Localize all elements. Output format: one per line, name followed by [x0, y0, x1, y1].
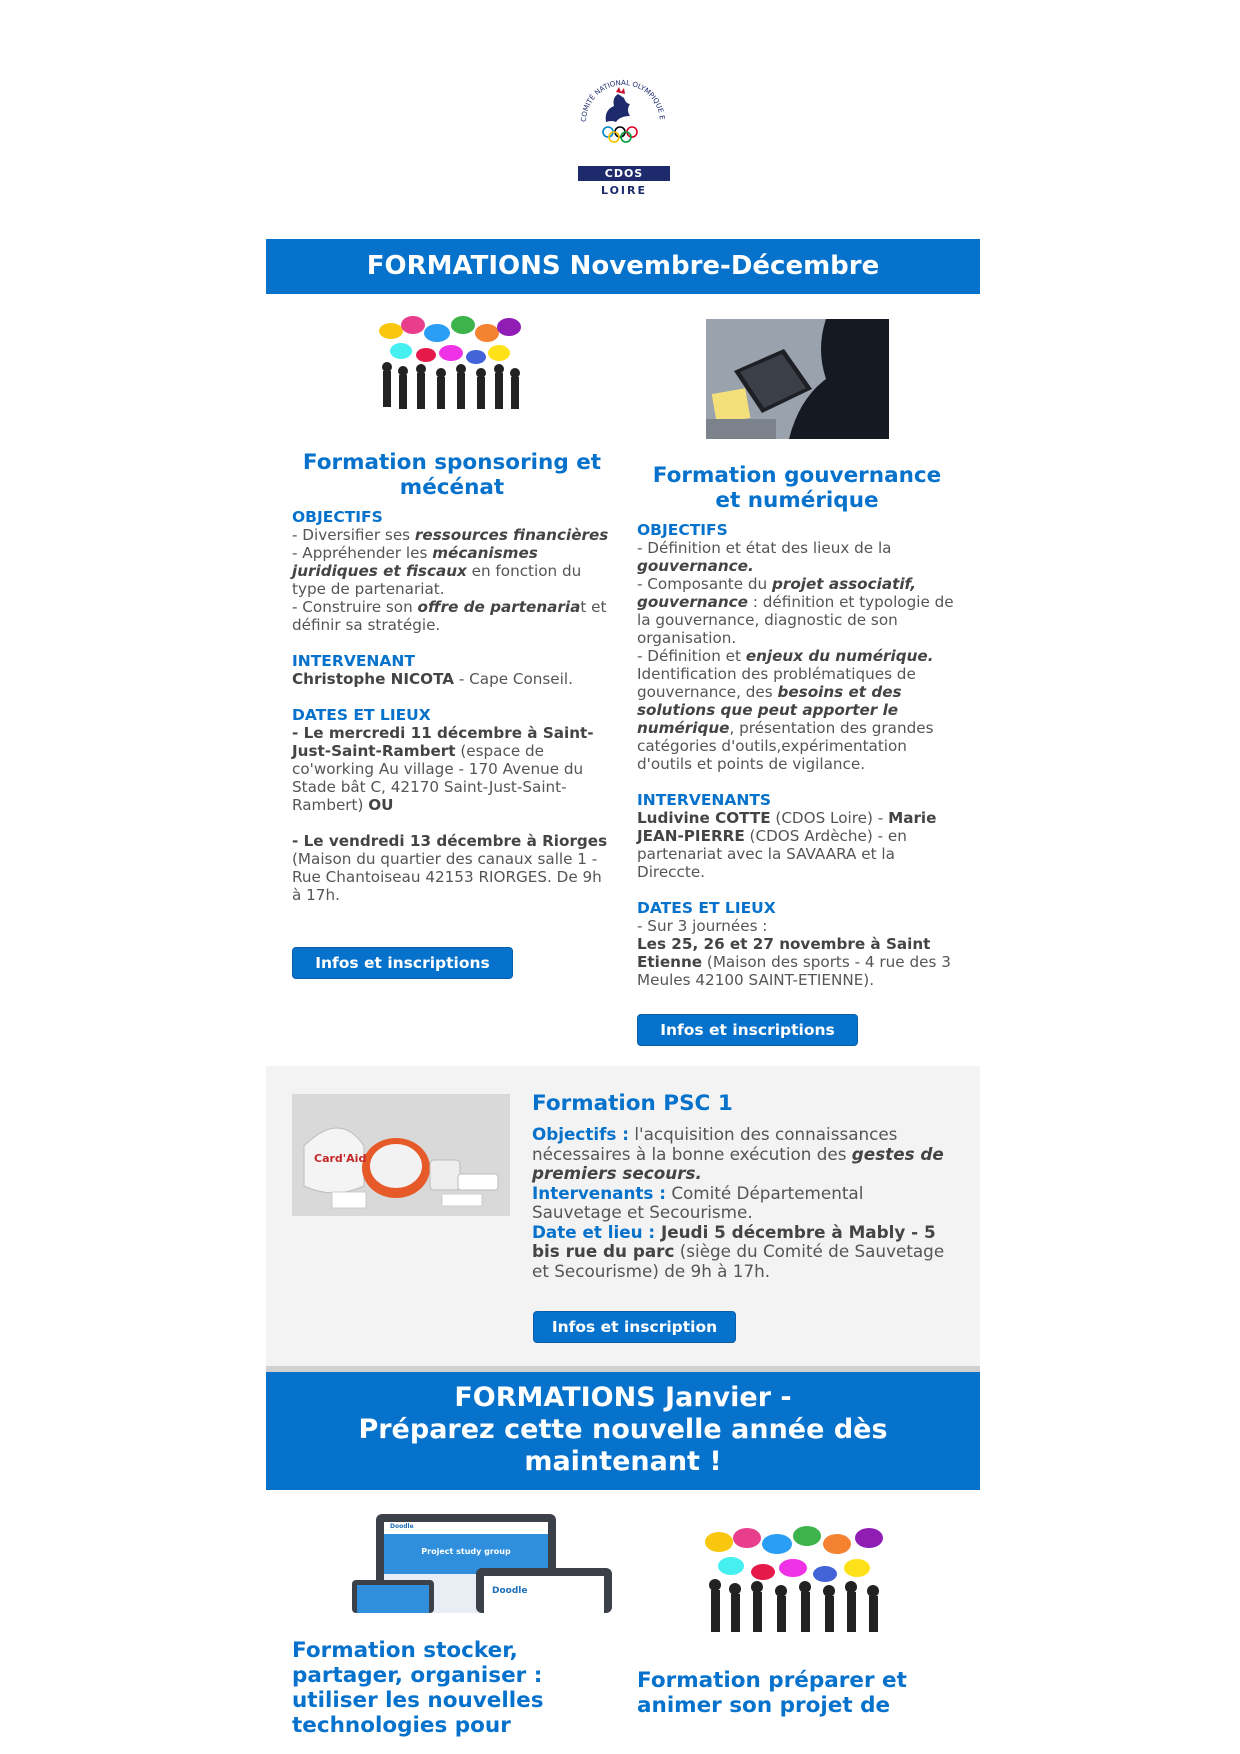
section-banner-janvier — [266, 1372, 980, 1490]
gouvernance-title — [637, 463, 957, 513]
speech-bubbles-image-2 — [697, 1524, 897, 1648]
gouvernance-speakers-label: INTERVENANTS — [637, 791, 772, 809]
speech-bubbles-image — [371, 313, 528, 423]
first-aid-kit-brand: Card'Aid — [314, 1152, 367, 1165]
logo-band-text: CDOS — [604, 167, 644, 180]
laptop-image — [706, 319, 889, 439]
banner-janvier-line1: FORMATIONS Janvier - — [454, 1382, 792, 1413]
psc-title: Formation PSC 1 — [532, 1091, 733, 1116]
banner-janvier-line2: Préparez cette nouvelle année dès — [358, 1414, 888, 1445]
first-aid-kit-image — [292, 1094, 510, 1216]
gouvernance-objectives-label: OBJECTIFS — [637, 521, 728, 539]
gouvernance-dates-text: - Sur 3 journées : Les 25, 26 et 27 novembre à Saint Etienne (Maison des sports - 4 rue des 3 Meules 42100 SAINT-ETIENNE). — [637, 917, 951, 989]
psc-content — [532, 1091, 957, 1281]
sponsoring-dates-label: DATES ET LIEUX — [292, 706, 431, 724]
sponsoring-title-line2: mécénat — [399, 475, 505, 500]
gouvernance-infos-button[interactable]: Infos et inscriptions — [637, 1014, 858, 1046]
psc-objectives: Objectifs : l'acquisition des connaissances nécessaires à la bonne exécution des gestes de premiers secours. — [532, 1124, 944, 1183]
projet-title: Formation préparer et animer son projet de — [637, 1668, 907, 1718]
gouvernance-speakers-text: Ludivine COTTE (CDOS Loire) - Marie JEAN-PIERRE (CDOS Ardèche) - en partenariat avec la SAVAARA et la Direccte. — [637, 809, 937, 881]
stocker-title: Formation stocker, partager, organiser : utiliser les nouvelles technologies pour — [292, 1638, 544, 1738]
psc-infos-button[interactable]: Infos et inscription — [533, 1311, 736, 1343]
banner-janvier-line3: maintenant ! — [524, 1446, 722, 1477]
sponsoring-speaker-text: Christophe NICOTA - Cape Conseil. — [292, 670, 573, 688]
devices-heading: Project study group — [421, 1547, 511, 1556]
sponsoring-speaker-label: INTERVENANT — [292, 652, 415, 670]
sponsoring-objectives-label: OBJECTIFS — [292, 508, 383, 526]
sponsoring-title — [292, 450, 612, 500]
psc-date: Date et lieu : Jeudi 5 décembre à Mably - 5 bis rue du parc (siège du Comité de Sauvetage et Secourisme) de 9h à 17h. — [532, 1221, 945, 1281]
devices-image — [350, 1514, 612, 1613]
gouvernance-title-line2: et numérique — [715, 488, 879, 513]
sponsoring-title-line1: Formation sponsoring et — [302, 450, 602, 475]
devices-tablet-brand: Doodle — [492, 1586, 528, 1596]
gouvernance-title-line1: Formation gouvernance — [652, 463, 942, 488]
sponsoring-date-1: - Le mercredi 11 décembre à Saint-Just-Saint-Rambert (espace de co'working Au village - 170 Avenue du Stade bât C, 42170 Saint-Just-Saint-Rambert) OU — [292, 724, 594, 814]
section-banner-nov-dec: FORMATIONS Novembre-Décembre — [266, 239, 980, 294]
psc-speakers: Intervenants : Comité Départemental Sauvetage et Secourisme. — [532, 1182, 864, 1222]
gouvernance-objectives-text: - Définition et état des lieux de la gouvernance. - Composante du projet associatif, gouvernance : définition et typologie de la gouvernance, diagnostic de son organisation. - Définition et enjeux du numérique. Identification des problématiques de gouvernance, des besoins et des solutions que peut apporter le numérique, présentation des grandes catégories d'outils,expérimentation d'outils et points de vigilance. — [637, 539, 954, 773]
sponsoring-column — [292, 450, 612, 904]
sponsoring-infos-button[interactable]: Infos et inscriptions — [292, 947, 513, 979]
cdos-logo — [566, 48, 680, 212]
gouvernance-dates-label: DATES ET LIEUX — [637, 899, 776, 917]
gouvernance-column — [637, 463, 957, 989]
sponsoring-date-2: - Le vendredi 13 décembre à Riorges (Maison du quartier des canaux salle 1 - Rue Chantoiseau 42153 RIORGES. De 9h à 17h. — [292, 832, 608, 904]
devices-brand: Doodle — [390, 1523, 414, 1530]
logo-sub-text: LOIRE — [600, 184, 648, 197]
sponsoring-objectives-text: - Diversifier ses ressources financières - Appréhender les mécanismes juridiques et fiscaux en fonction du type de partenariat. - Construire son offre de partenariat et définir sa stratégie. — [292, 526, 609, 634]
logo-ring-text: COMITÉ NATIONAL OLYMPIQUE E — [579, 78, 666, 123]
